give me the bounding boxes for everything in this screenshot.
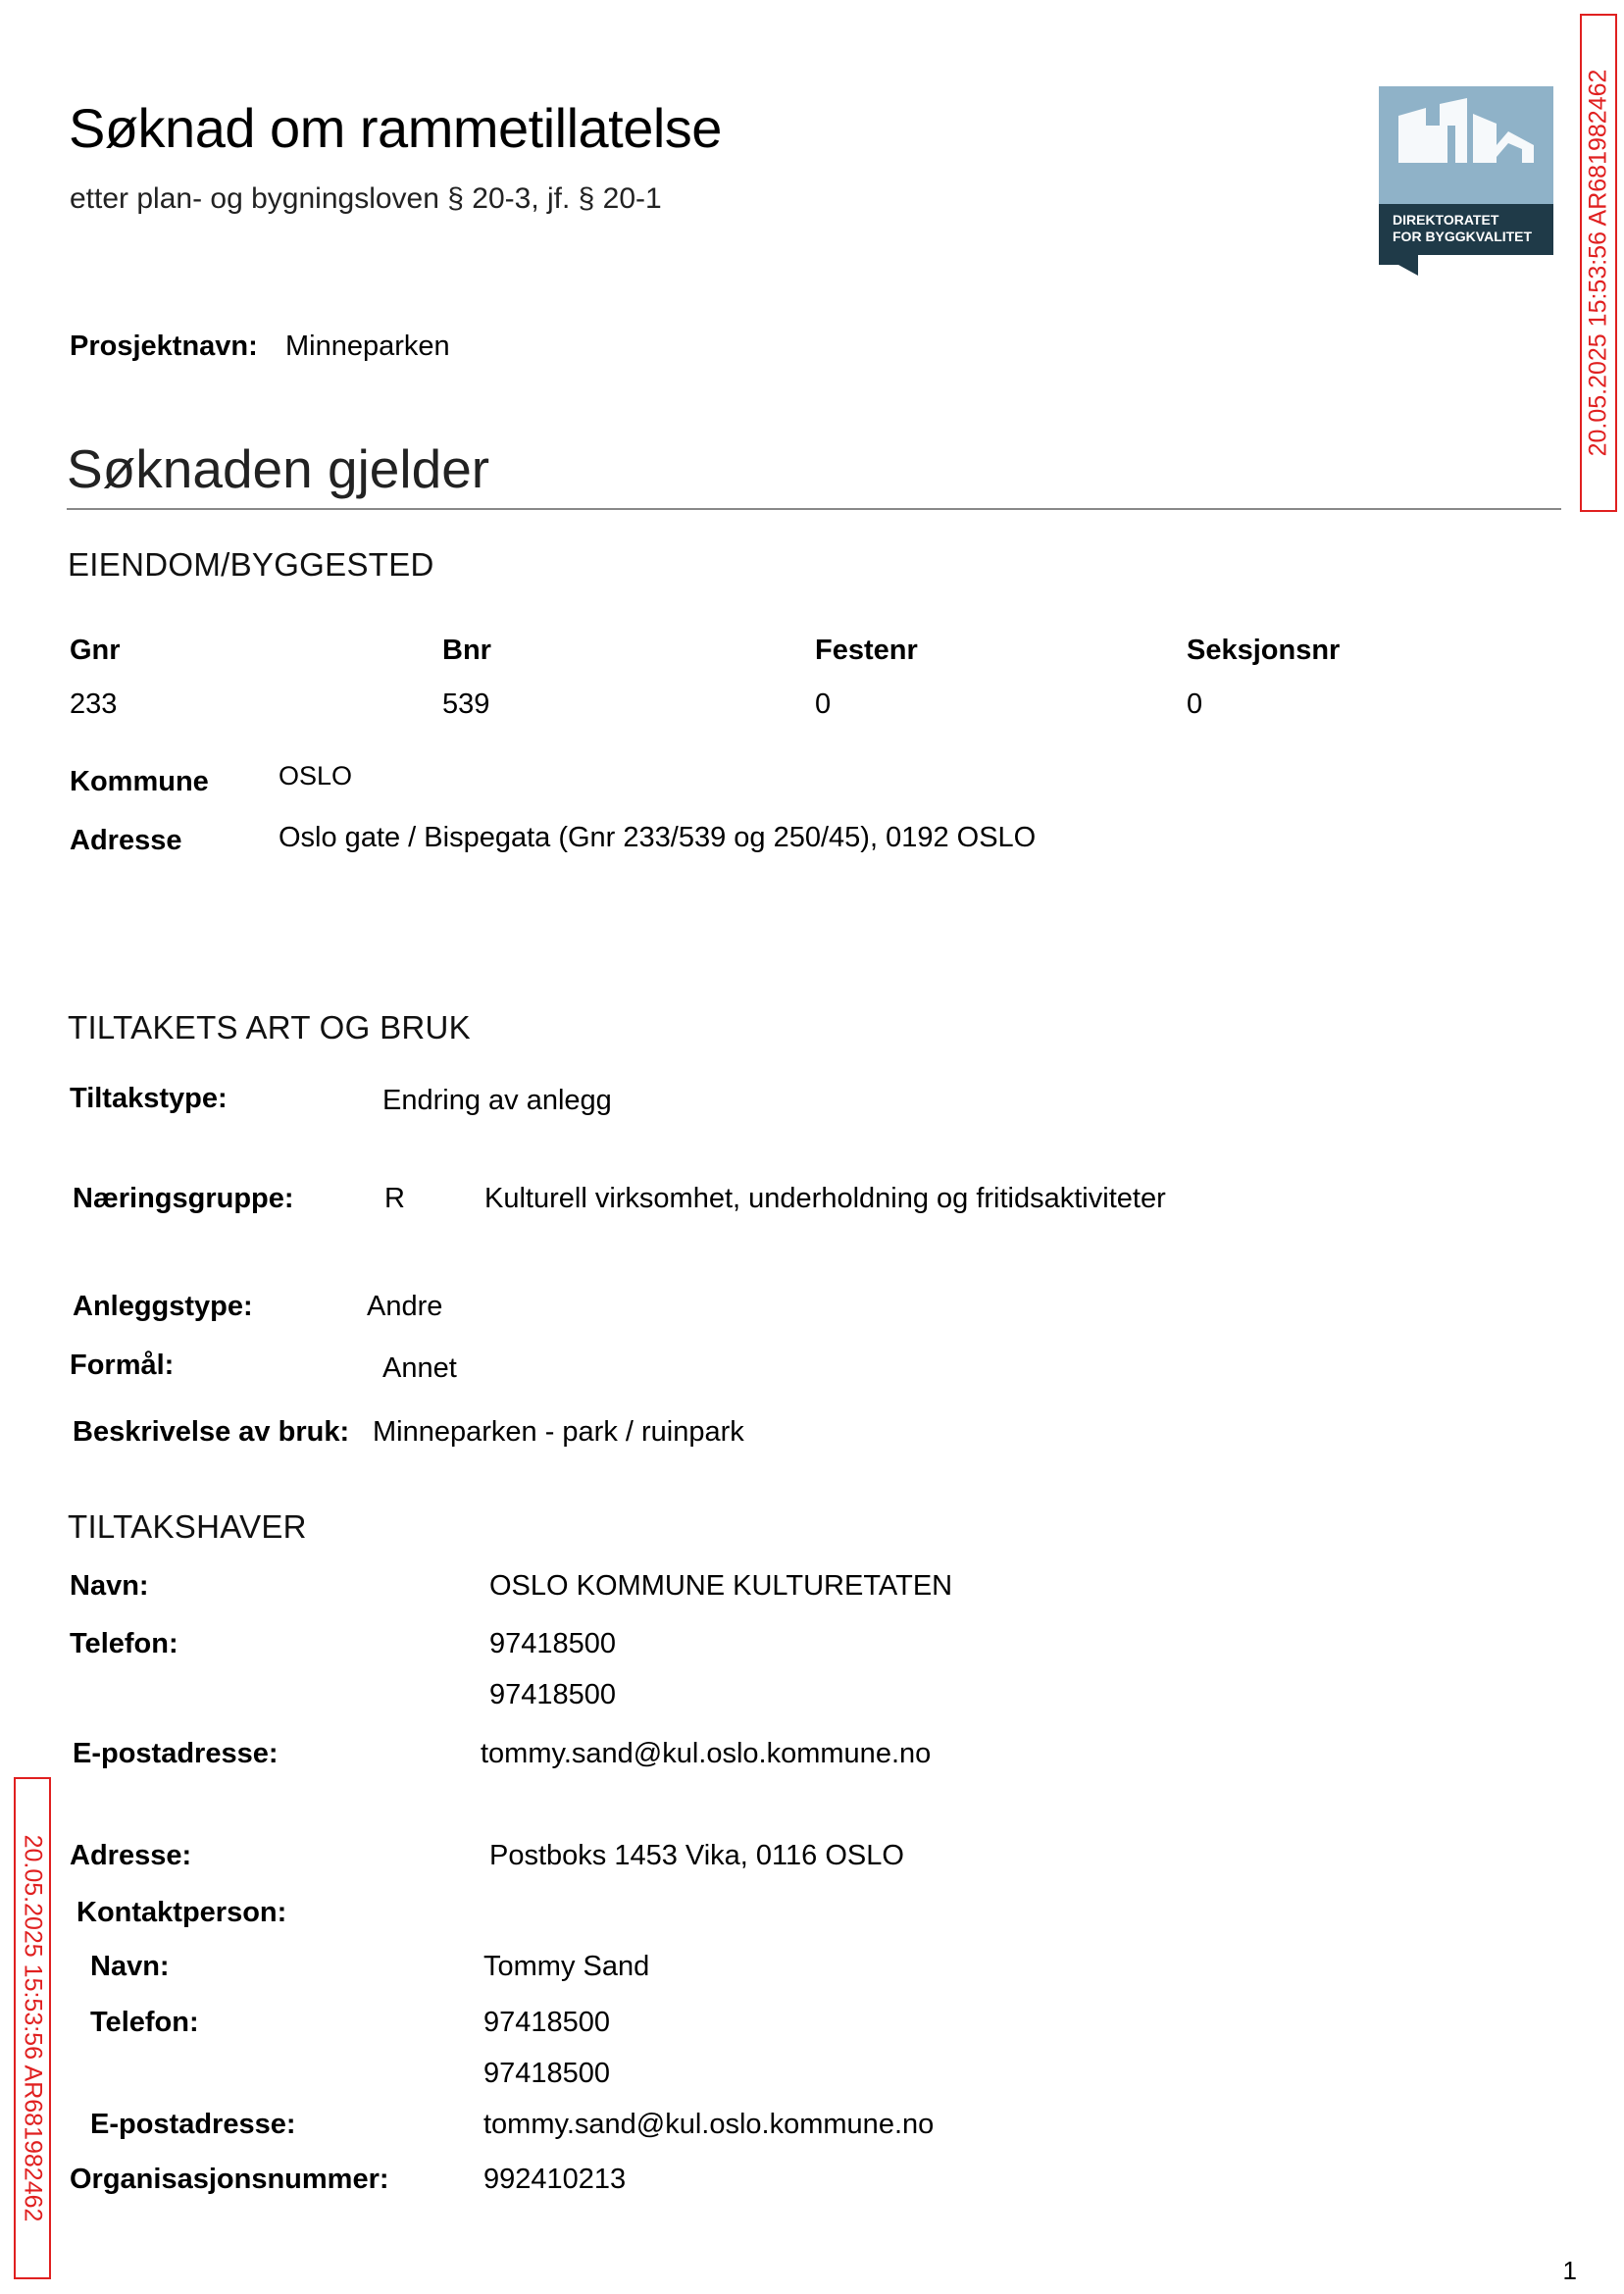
adresse-label: Adresse (70, 825, 182, 856)
festenr-value: 0 (815, 688, 832, 720)
kontakt-telefon-label: Telefon: (90, 2007, 199, 2038)
naeringsgruppe-value: Kulturell virksomhet, underholdning og fritidsaktiviteter (484, 1183, 1166, 1214)
tiltak-heading: TILTAKETS ART OG BRUK (68, 1009, 471, 1045)
dibk-logo (1379, 86, 1553, 276)
kontakt-epost-value: tommy.sand@kul.oslo.kommune.no (483, 2109, 935, 2140)
bnr-label: Bnr (442, 635, 491, 666)
naeringsgruppe-code: R (384, 1183, 405, 1214)
project-label: Prosjektnavn: (70, 331, 258, 362)
page-number: 1 (1562, 2256, 1577, 2285)
anleggstype-label: Anleggstype: (73, 1291, 253, 1322)
dibk-logo-graphic (1379, 86, 1553, 276)
adresse-value: Oslo gate / Bispegata (Gnr 233/539 og 250/45), 0192 OSLO (279, 822, 1037, 853)
tiltakshaver-heading: TILTAKSHAVER (68, 1508, 307, 1545)
logo-line-1: DIREKTORATET (1393, 212, 1499, 228)
timestamp-stamp-top (1580, 14, 1617, 512)
anleggstype-value: Andre (367, 1291, 443, 1322)
bnr-value: 539 (442, 688, 490, 720)
kommune-label: Kommune (70, 766, 209, 797)
beskrivelse-value: Minneparken - park / ruinpark (373, 1416, 744, 1448)
timestamp-stamp-left (14, 1777, 51, 2279)
section-divider (67, 508, 1561, 510)
beskrivelse-label: Beskrivelse av bruk: (73, 1416, 350, 1448)
seksjonsnr-value: 0 (1187, 688, 1203, 720)
logo-line-2: FOR BYGGKVALITET (1393, 229, 1533, 244)
telefon-value-2: 97418500 (489, 1679, 617, 1710)
navn-value: OSLO KOMMUNE KULTURETATEN (489, 1570, 953, 1602)
seksjonsnr-label: Seksjonsnr (1187, 635, 1341, 666)
project-value: Minneparken (285, 331, 450, 362)
orgnr-value: 992410213 (483, 2164, 627, 2195)
kontakt-navn-value: Tommy Sand (483, 1951, 650, 1982)
document-subtitle: etter plan- og bygningsloven § 20-3, jf. § 20-1 (70, 182, 662, 215)
adresse-tiltakshaver-value: Postboks 1453 Vika, 0116 OSLO (489, 1840, 904, 1871)
navn-label: Navn: (70, 1570, 149, 1602)
epost-label: E-postadresse: (73, 1738, 279, 1769)
formal-value: Annet (382, 1352, 457, 1384)
section-title: Søknaden gjelder (67, 438, 490, 499)
kontakt-telefon-value-1: 97418500 (483, 2007, 611, 2038)
timestamp-stamp-text: 20.05.2025 15:53:56 AR681982462 (1584, 69, 1612, 457)
kontaktperson-label: Kontaktperson: (76, 1897, 287, 1928)
naeringsgruppe-label: Næringsgruppe: (73, 1183, 294, 1214)
adresse-tiltakshaver-label: Adresse: (70, 1840, 192, 1871)
tiltakstype-label: Tiltakstype: (70, 1083, 228, 1114)
festenr-label: Festenr (815, 635, 918, 666)
document-title: Søknad om rammetillatelse (69, 97, 722, 159)
tiltakstype-value: Endring av anlegg (382, 1085, 612, 1116)
telefon-value-1: 97418500 (489, 1628, 617, 1659)
epost-value: tommy.sand@kul.oslo.kommune.no (481, 1738, 932, 1769)
timestamp-stamp-text: 20.05.2025 15:53:56 AR681982462 (19, 1834, 47, 2222)
property-heading: EIENDOM/BYGGESTED (68, 546, 434, 583)
orgnr-label: Organisasjonsnummer: (70, 2164, 389, 2195)
kontakt-navn-label: Navn: (90, 1951, 170, 1982)
formal-label: Formål: (70, 1350, 175, 1381)
kontakt-telefon-value-2: 97418500 (483, 2058, 611, 2089)
telefon-label: Telefon: (70, 1628, 178, 1659)
kontakt-epost-label: E-postadresse: (90, 2109, 296, 2140)
gnr-value: 233 (70, 688, 118, 720)
gnr-label: Gnr (70, 635, 121, 666)
kommune-value: OSLO (279, 761, 353, 790)
